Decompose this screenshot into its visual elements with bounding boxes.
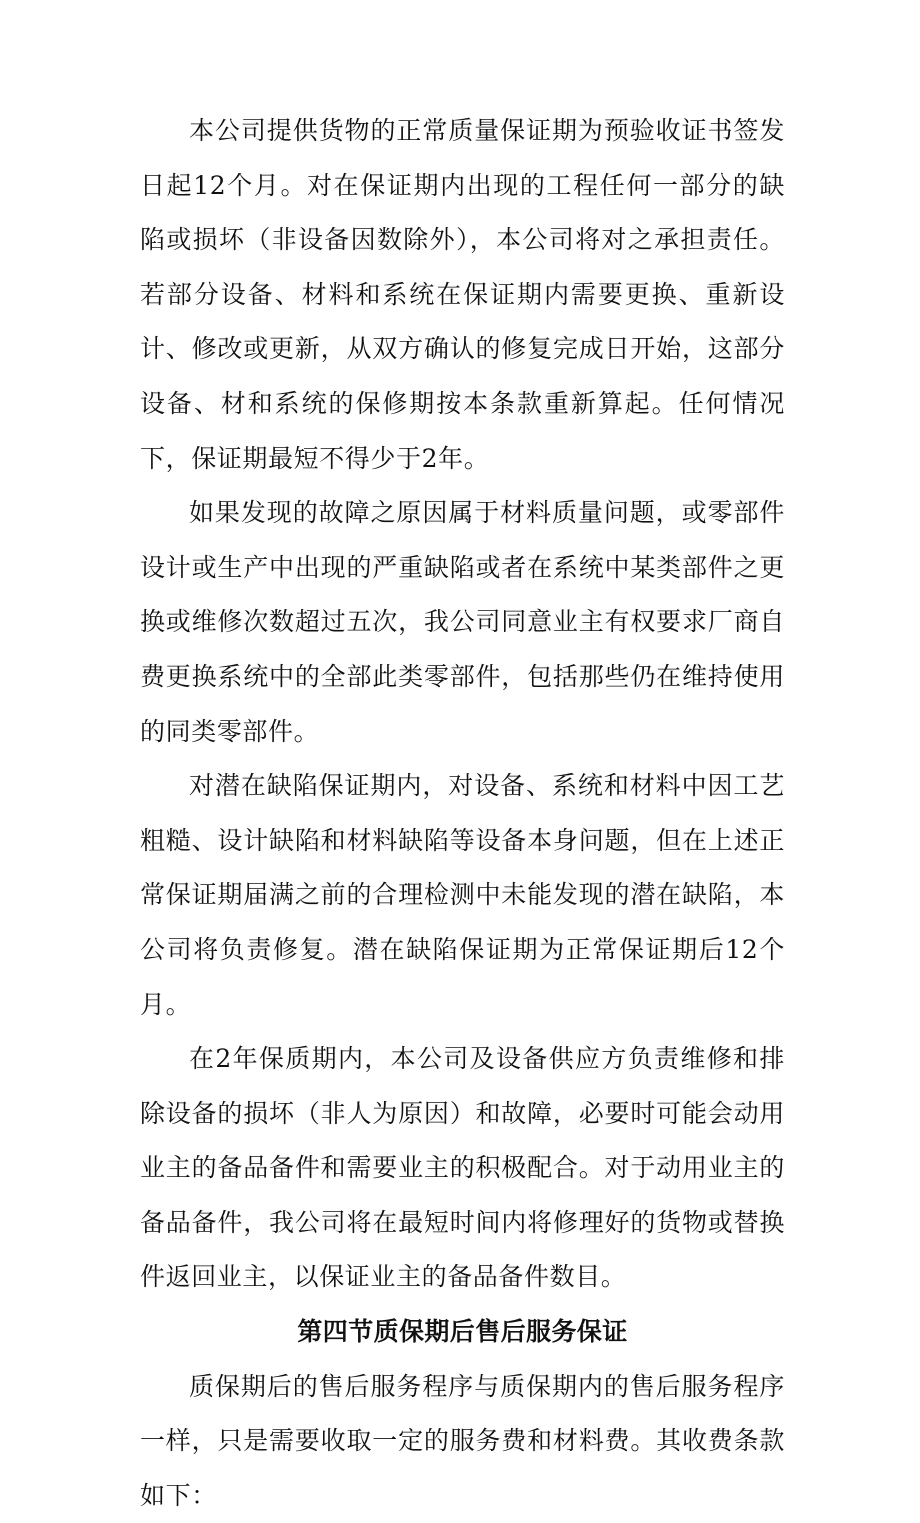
- document-page: [140, 104, 785, 1523]
- paragraph-warranty-period: 本公司提供货物的正常质量保证期为预验收证书签发日起12个月。对在保证期内出现的工程任何一部分的缺陷或损坏（非设备因数除外），本公司将对之承担责任。若部分设备、材料和系统在保证期内需要更换、重新设计、修改或更新，从双方确认的修复完成日开始，这部分设备、材和系统的保修期按本条款重新算起。任何情况下，保证期最短不得少于2年。: [140, 116, 785, 473]
- paragraph-material-defects: 如果发现的故障之原因属于材料质量问题，或零部件设计或生产中出现的严重缺陷或者在系统中某类部件之更换或维修次数超过五次，我公司同意业主有权要求厂商自费更换系统中的全部此类零部件，包括那些仍在维持使用的同类零部件。: [140, 498, 785, 746]
- paragraph-maintenance: 在2年保质期内，本公司及设备供应方负责维修和排除设备的损坏（非人为原因）和故障，必要时可能会动用业主的备品备件和需要业主的积极配合。对于动用业主的备品备件，我公司将在最短时间内将修理好的货物或替换件返回业主，以保证业主的备品备件数目。: [140, 1044, 785, 1292]
- section-heading: 第四节质保期后售后服务保证: [297, 1317, 628, 1347]
- paragraph-latent-defects: 对潜在缺陷保证期内，对设备、系统和材料中因工艺粗糙、设计缺陷和材料缺陷等设备本身问题，但在上述正常保证期届满之前的合理检测中未能发现的潜在缺陷，本公司将负责修复。潜在缺陷保证期为正常保证期后12个月。: [140, 771, 785, 1019]
- paragraph-post-warranty-service: 质保期后的售后服务程序与质保期内的售后服务程序一样，只是需要收取一定的服务费和材料费。其收费条款如下：: [140, 1371, 785, 1510]
